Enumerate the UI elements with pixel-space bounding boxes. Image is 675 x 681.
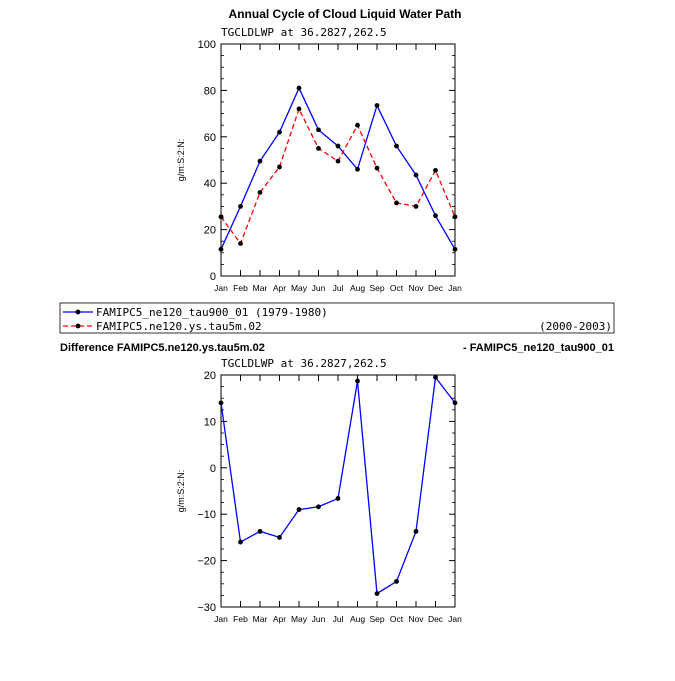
legend [60,303,614,333]
data-point-0 [355,379,360,384]
data-point-1 [336,159,341,164]
y-tick-label: −20 [197,555,216,568]
y-tick-label: 0 [209,271,216,283]
x-tick-label: Jun [311,283,326,293]
x-tick-label: Jan [448,614,462,624]
data-point-1 [297,107,302,112]
x-tick-label: Jul [332,614,344,624]
x-tick-label: Jan [214,283,228,293]
y-tick-label: 10 [203,416,216,429]
legend-label-2: FAMIPC5.ne120.ys.tau5m.02 [96,320,262,333]
y-tick-label: 60 [203,131,216,144]
y-tick-label: −30 [197,602,216,614]
x-tick-label: Oct [389,614,404,624]
y-axis-label: g/m:S:2:N: [176,469,186,513]
plot-frame [221,375,455,607]
chart-difference [176,357,462,624]
data-point-0 [316,127,321,132]
x-tick-label: Mar [252,283,268,293]
x-tick-label: Dec [427,283,444,293]
data-point-0 [336,144,341,149]
x-tick-label: Oct [389,283,404,293]
data-point-0 [433,213,438,218]
x-tick-label: Apr [272,283,287,293]
data-point-0 [277,130,282,135]
data-point-0 [238,204,243,209]
x-tick-label: Dec [427,614,444,624]
x-tick-label: Sep [369,614,385,624]
data-point-1 [219,214,224,219]
x-tick-label: Jun [311,614,326,624]
data-point-0 [258,529,263,534]
y-axis-label: g/m:S:2:N: [176,138,186,182]
data-point-0 [277,535,282,540]
data-point-1 [238,241,243,246]
y-tick-label: 40 [203,178,216,191]
data-point-1 [258,190,263,195]
x-tick-label: Nov [408,614,424,624]
y-tick-label: −10 [197,509,216,522]
x-tick-label: May [290,283,308,293]
y-tick-label: 100 [197,39,216,51]
series-line-0 [221,88,455,249]
x-tick-label: Jan [448,283,462,293]
data-point-1 [453,214,458,219]
x-tick-label: Aug [349,614,366,624]
data-point-0 [219,400,224,405]
data-point-0 [316,504,321,509]
data-point-1 [394,201,399,206]
data-point-0 [238,540,243,545]
legend-marker-2 [76,324,81,329]
data-point-0 [414,173,419,178]
y-tick-label: 0 [209,462,216,475]
x-tick-label: May [290,614,308,624]
legend-years-2: (2000-2003) [539,320,612,333]
legend-label-1: FAMIPC5_ne120_tau900_01 (1979-1980) [96,306,328,319]
legend-marker-1 [76,310,81,315]
figure-title: Annual Cycle of Cloud Liquid Water Path [228,7,462,21]
y-tick-label: 20 [203,370,216,382]
x-tick-label: Jan [214,614,228,624]
data-point-0 [453,247,458,252]
x-tick-label: Apr [272,614,287,624]
data-point-0 [355,167,360,172]
data-point-0 [219,247,224,252]
data-point-1 [433,168,438,173]
series-line-1 [221,109,455,244]
data-point-0 [453,400,458,405]
data-point-0 [433,375,438,380]
data-point-1 [277,165,282,170]
data-point-0 [375,103,380,108]
series-line-0 [221,377,455,593]
chart-subtitle: TGCLDLWP at 36.2827,262.5 [221,26,387,39]
data-point-0 [258,159,263,164]
y-tick-label: 80 [203,85,216,98]
data-point-0 [394,144,399,149]
data-point-1 [316,146,321,151]
x-tick-label: Feb [233,283,248,293]
x-tick-label: Mar [252,614,268,624]
data-point-0 [375,591,380,596]
y-tick-label: 20 [203,224,216,237]
data-point-0 [336,496,341,501]
x-tick-label: Feb [233,614,248,624]
data-point-0 [394,579,399,584]
data-point-0 [414,529,419,534]
chart-subtitle: TGCLDLWP at 36.2827,262.5 [221,357,387,370]
data-point-1 [414,204,419,209]
chart-annual-cycle [176,26,462,293]
x-tick-label: Aug [349,283,366,293]
x-tick-label: Sep [369,283,385,293]
difference-title-left: Difference FAMIPC5.ne120.ys.tau5m.02 [60,342,265,354]
data-point-0 [297,86,302,91]
data-point-1 [355,123,360,128]
difference-title-right: - FAMIPC5_ne120_tau900_01 [462,342,614,354]
x-tick-label: Jul [332,283,344,293]
x-tick-label: Nov [408,283,424,293]
data-point-1 [375,166,380,171]
data-point-0 [297,507,302,512]
